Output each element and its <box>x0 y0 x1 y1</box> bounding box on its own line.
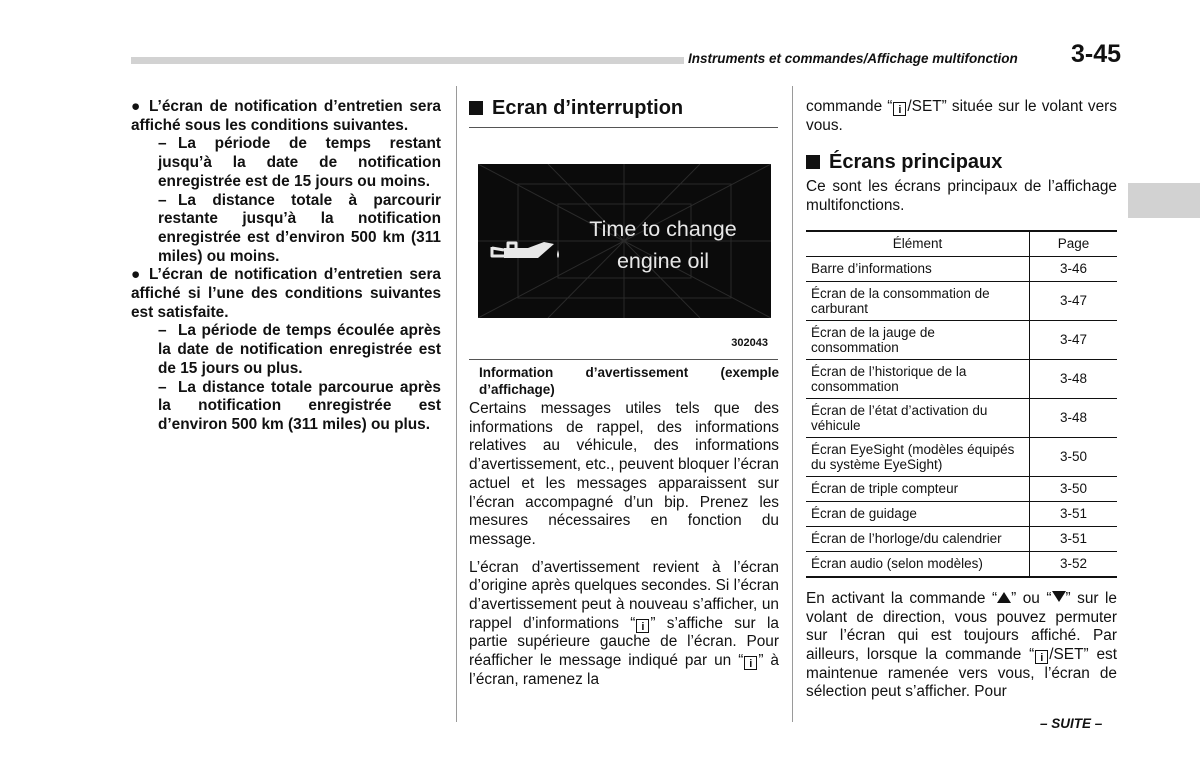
sub-item: – La période de temps écoulée après la date de notification enregistrée est de 15 jours ou plus. <box>158 322 441 377</box>
table-row <box>806 398 1117 437</box>
text-span: L’écran d’avertissement revient à l’écran d’origine après quelques secondes. Si l’écran d’avertissement peut à nouveau s’afficher, un rappel d’informations “ <box>469 558 779 632</box>
table-row <box>806 437 1117 476</box>
chapter-tab <box>1128 183 1200 218</box>
table-cell: 3-51 <box>1030 526 1118 551</box>
table-row <box>806 551 1117 577</box>
table-cell: 3-48 <box>1030 398 1118 437</box>
oil-can-icon <box>492 242 559 258</box>
table-row <box>806 501 1117 526</box>
table-header: Page <box>1030 231 1118 257</box>
paragraph <box>806 590 1117 702</box>
screens-table <box>806 230 1117 578</box>
table-header: Élément <box>806 231 1030 257</box>
column-middle <box>469 96 779 690</box>
table-cell: Écran de la consommation de carburant <box>806 281 1030 320</box>
table-cell: Écran de l’horloge/du calendrier <box>806 526 1030 551</box>
text-span: /SET” située sur le volant vers vous. <box>806 98 1117 134</box>
text-span: ” sur le volant de direction, vous pouvez permuter sur l’écran qui est toujours affiché. Par ailleurs, lorsque la commande “ <box>806 589 1117 663</box>
text-span: ” s’affiche sur la partie supérieure gauche de l’écran. Pour réafficher le message indiqué par un “ <box>469 614 779 670</box>
table-cell: 3-47 <box>1030 320 1118 359</box>
display-screen <box>478 164 771 318</box>
table-cell: Écran audio (selon modèles) <box>806 551 1030 577</box>
table-cell: Écran de la jauge de consommation <box>806 320 1030 359</box>
sub-item-text: La distance totale parcourue après la notification enregistrée est d’environ 500 km (311 miles) ou plus. <box>158 378 441 433</box>
text-span: ” ou “ <box>1011 589 1052 607</box>
column-right <box>806 98 1117 702</box>
sub-item-text: La distance totale à parcourir restante jusqu’à la notification enregistrée est d’environ 500 km (311 miles) ou moins. <box>158 191 441 265</box>
sub-item: – La distance totale à parcourir restante jusqu’à la notification enregistrée est d’environ 500 km (311 miles) ou moins. <box>158 191 441 265</box>
table-cell: Écran EyeSight (modèles équipés du système EyeSight) <box>806 437 1030 476</box>
text-span: En activant la commande “ <box>806 589 998 607</box>
table-cell: 3-52 <box>1030 551 1118 577</box>
table-cell: Écran de l’état d’activation du véhicule <box>806 398 1030 437</box>
column-left <box>131 98 441 435</box>
text-span: commande “ <box>806 98 893 115</box>
sub-item: – La période de temps restant jusqu’à la date de notification enregistrée est de 15 jours ou moins. <box>158 135 441 190</box>
section-title-main-screens <box>806 150 1117 174</box>
section-title-interruption <box>469 96 779 120</box>
screen-line-2: engine oil <box>616 249 710 273</box>
header-title: Instruments et commandes/Affichage multifonction <box>688 51 1018 66</box>
table-cell: 3-47 <box>1030 281 1118 320</box>
table-row <box>806 281 1117 320</box>
column-divider-2 <box>792 86 793 722</box>
table-cell: 3-46 <box>1030 256 1118 281</box>
screen-line-1: Time to change <box>589 217 737 241</box>
table-cell: 3-51 <box>1030 501 1118 526</box>
bullet-item: ● L’écran de notification d’entretien sera affiché sous les conditions suivantes. <box>131 98 441 134</box>
table-cell: 3-50 <box>1030 437 1118 476</box>
sub-item-text: La période de temps écoulée après la date de notification enregistrée est de 15 jours ou plus. <box>158 322 441 377</box>
info-icon: i <box>1035 650 1048 664</box>
bullet-text: L’écran de notification d’entretien sera affiché si l’une des conditions suivantes est satisfaite. <box>131 266 441 321</box>
warning-figure <box>469 127 778 360</box>
paragraph: Certains messages utiles tels que des informations de rappel, des informations relatives au véhicule, des informations d’avertissement, etc., peuvent bloquer l’écran actuel et les messages apparaissent sur l’écran accompagné d’un bip. Prenez les mesures nécessaires en fonction du message. <box>469 400 779 548</box>
info-icon: i <box>893 102 906 116</box>
sub-item-text: La période de temps restant jusqu’à la date de notification enregistrée est de 15 jours ou moins. <box>158 135 441 190</box>
text-span: /SET” est maintenue ramenée vers vous, l’écran de sélection peut s’afficher. Pour <box>806 645 1118 701</box>
section-title-text: Ecran d’interruption <box>492 97 684 119</box>
table-cell: Écran de l’historique de la consommation <box>806 359 1030 398</box>
figure-caption: Information d’avertissement (exemple d’affichage) <box>479 365 779 397</box>
header-rule <box>131 57 684 64</box>
column-divider-1 <box>456 86 457 722</box>
paragraph <box>806 98 1117 135</box>
square-bullet-icon <box>469 101 483 115</box>
sub-item: – La distance totale parcourue après la notification enregistrée est d’environ 500 km (311 miles) ou plus. <box>158 378 441 433</box>
table-row <box>806 359 1117 398</box>
continued-footer: – SUITE – <box>1040 716 1103 731</box>
table-cell: Barre d’informations <box>806 256 1030 281</box>
table-header-row <box>806 231 1117 257</box>
info-icon: i <box>636 619 649 633</box>
table-row <box>806 256 1117 281</box>
figure-code: 302043 <box>731 337 768 350</box>
text-span: ” à l’écran, ramenez la <box>469 652 779 688</box>
screen-background-lines <box>478 164 771 318</box>
table-cell: Écran de guidage <box>806 501 1030 526</box>
down-arrow-icon <box>1052 591 1066 602</box>
table-row <box>806 476 1117 501</box>
page-number: 3-45 <box>1071 40 1122 68</box>
table-cell: Écran de triple compteur <box>806 476 1030 501</box>
section-title-text: Écrans principaux <box>829 151 1003 174</box>
square-bullet-icon <box>806 155 820 169</box>
up-arrow-icon <box>997 592 1011 603</box>
table-row <box>806 526 1117 551</box>
paragraph <box>469 559 779 690</box>
bullet-text: L’écran de notification d’entretien sera affiché sous les conditions suivantes. <box>131 98 441 134</box>
table-cell: 3-48 <box>1030 359 1118 398</box>
table-row <box>806 320 1117 359</box>
table-cell: 3-50 <box>1030 476 1118 501</box>
bullet-item: ● L’écran de notification d’entretien sera affiché si l’une des conditions suivantes est satisfaite. <box>131 266 441 321</box>
paragraph: Ce sont les écrans principaux de l’affichage multifonctions. <box>806 178 1117 215</box>
info-icon: i <box>744 656 757 670</box>
